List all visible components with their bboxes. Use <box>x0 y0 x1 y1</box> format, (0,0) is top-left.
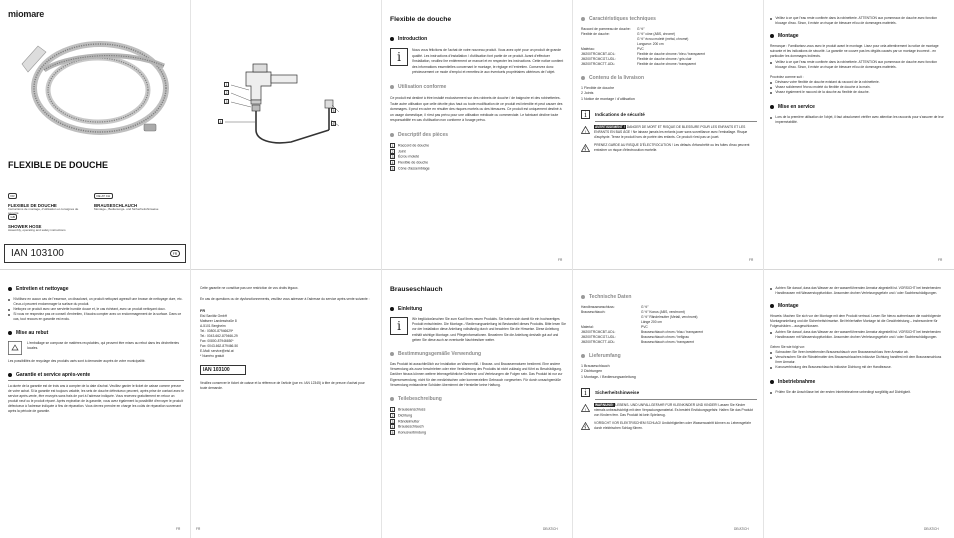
section-heading: Bestimmungsgemäße Verwendung <box>390 351 566 357</box>
table-row: JM200TRCMCBT-UDL: Flexible de douche chrome / bleu / transparent <box>581 52 705 56</box>
table-row: G ½" écrou moleté (métal, chromé) <box>637 37 689 41</box>
section-heading: Mise au rebut <box>8 330 184 336</box>
bullet-dot-icon <box>770 380 774 384</box>
table-row: Longueur: 200 cm <box>637 42 664 46</box>
receipt-text: Veuillez conserver le ticket de caisse et la référence de l'article (par ex. IAN 12345) à titre de preuve d'achat pour toute demande. <box>200 381 365 390</box>
list-item: 1 Raccord de douche <box>391 143 430 148</box>
use-text: Ce produit est destiné à être installé exclusivement sur des robinets de douche / de baignoire et des robinetteries. Toute autre utilisation que celle décrite plus haut ou toute modification de ce produit est interdite et peut causer des dommages. Il peut en outre en résulter des risques mortels ou des blessures. Ce produit est uniquement destiné à un usage domestique, il n'est pas prévu pour une utilisation médicale ou commerciale. Le fabricant décline toute responsabilité en cas d'utilisation non conforme à l'usage prévu. <box>390 95 563 123</box>
fr-intro-page <box>390 16 566 266</box>
divider <box>595 121 757 122</box>
bullet-dot-icon <box>581 295 585 299</box>
note-item: Veillez à ce que l'eau reste confinée dans la robinetterie. ATTENTION aux pommeaux de douche avec fonction blocage d'eau. Sinon, il existe un risque de blessure et/ou de dommages matériels. <box>770 60 946 70</box>
section-heading: Introduction <box>390 36 566 42</box>
note-item: Achten Sie darauf, dass das Wasser an der wasserführenden Armatur abgestellt ist. VORSICHT bei bestehenden Handbrausen mit Wasserstoppfunktion. Ansonsten drohen Verletzungsgefahr und / oder Sachbeschädigungen. <box>770 330 946 340</box>
recycle-icon <box>8 341 22 355</box>
horizontal-fold-line <box>0 269 954 270</box>
section-heading: Inbetriebnahme <box>770 379 946 385</box>
section-heading: Lieferumfang <box>581 353 757 359</box>
warranty-text: La durée de la garantie est de trois ans à compter de la date d'achat. Veuillez garder le ticket de caisse comme preuve de votre achat. Si la garantie est toujours valable, les sets de douche défectueux peuvent, après prise de contact avec le service après-vente, être envoyés sans frais de port à l'adresse indiquée. Vous recevrez gratuitement en retour un produit neuf ou le produit réparé. Après expiration de la garantie, vous avez également la possibilité d'envoyer le produit défectueux à l'adresse indiquée à fins de réparation. Vous devrez prendre en charge les coûts de réparation survenant après la période de garantie. <box>8 383 184 413</box>
table-row: Handbrauseanschluss: G ½" <box>581 305 649 309</box>
bullet-dot-icon <box>390 307 394 311</box>
section-heading: Contenu de la livraison <box>581 75 757 81</box>
assembly-diagram <box>211 60 361 160</box>
section-heading: Garantie et service après-vente <box>8 372 184 378</box>
intro-text: Wir beglückwünschen Sie zum Kauf Ihres neuen Produkts. Sie haben sich damit für ein hochwertiges Produkt entschieden. Die Montage- / Bedienungsanleitung ist Bestandteil dieses Produkts. Bitte lesen Sie vor der Installation diese Anleitung vollständig durch und beachten Sie die Hinweise. Diese Anleitung enthält wichtige Montage- und Pflegeinformationen. Bewahren Sie die Anleitung deshalb gut auf und geben Sie diese auch an eventuelle Nachbesitzer weiter. <box>412 317 566 342</box>
lang-description: Assembly, operating and safety instructions <box>8 228 66 232</box>
lang-description: Instructions de montage, d'utilisation et consignes de sécurité <box>8 207 79 215</box>
lang-code-badge: DE AT CH <box>94 193 113 199</box>
bullet-dot-icon <box>8 287 12 291</box>
list-item: N'utilisez en aucun cas de l'essence, un dissolvant, un produit nettoyant agressif une brosse de nettoyage dure, etc. Ceux-ci peuvent endommager la surface du produit. <box>8 297 184 307</box>
bullet-dot-icon <box>8 331 12 335</box>
list-item: Nettoyez ce produit avec une serviette humide douce et, le cas échéant, avec un produit nettoyant doux. <box>8 307 184 312</box>
de-intro-page <box>390 286 566 526</box>
parts-list <box>390 143 566 172</box>
legal-text: Cette garantie ne constitue pas une restriction de vos droits légaux. <box>200 286 299 290</box>
safety-heading: Sicherheitshinweise <box>595 389 640 395</box>
service-address <box>200 314 372 359</box>
electric-warning-icon <box>581 422 590 430</box>
warning-text: PRENEZ GARDE AU RISQUE D'ÉLECTROCUTION ! Les défauts d'étanchéité ou les fuites d'eau peuvent entraîner un risque d'électrocution mortelle. <box>594 143 750 153</box>
content-list <box>581 364 757 380</box>
table-row: Matériau: PVC <box>581 47 644 51</box>
ian-number: IAN 103100 <box>11 248 64 259</box>
safety-info-icon: i <box>581 388 590 397</box>
page-number: FR <box>749 258 754 262</box>
content-list <box>581 86 757 102</box>
specs-table <box>581 305 757 345</box>
diagram-label-1: 1 <box>225 83 228 87</box>
page-heading: Flexible de douche <box>390 16 452 23</box>
address-line: E-Mail: service@eisl.at <box>200 349 234 353</box>
service-text: Lors de la première utilisation de l'objet, il faut absolument vérifier avec attention les raccords pour s'assurer de leur imperméabilité. <box>770 115 946 125</box>
parts-list <box>390 407 566 436</box>
safety-heading: Indications de sécurité <box>595 111 645 117</box>
waste-text: L'emballage se compose de matières recyclables, qui peuvent être mises au rebut dans les déchetteries locales. <box>27 341 180 350</box>
table-row: JM200TRCMCTT-UDL: Brauseschlauch chrom / transparent <box>581 340 694 344</box>
list-item: 1 Montage- / Bedienungsanleitung <box>581 374 636 379</box>
bullet-dot-icon <box>770 34 774 38</box>
list-item: 5 Cône d'assemblage <box>391 166 430 171</box>
section-heading: Utilisation conforme <box>390 84 566 90</box>
page-number: DE/AT/CH <box>543 527 558 531</box>
table-row: Material: PVC <box>581 325 648 329</box>
section-heading: Descriptif des pièces <box>390 132 566 138</box>
address-line: Tel.: 0043-662-879466-29 <box>200 334 238 338</box>
bullet-dot-icon <box>390 352 394 356</box>
step-item: Schrauben Sie Ihren bestehenden Brauseschlauch vom Brauseanschluss Ihrer Armatur ab. <box>770 350 946 355</box>
procedure-text: Gehen Sie wie folgt vor: <box>770 345 806 349</box>
address-line: Tel.: 00800-87946629* <box>200 329 234 333</box>
de-montage-page <box>770 286 946 526</box>
list-item: 4 Brauseschlauch <box>391 424 424 430</box>
address-line: * Numéro gratuit <box>200 354 225 358</box>
use-text: Das Produkt ist ausschließlich zur Installation an Wannenfüll- / Brause- und Brausearmaturen bestimmt. Eine andere Verwendung als zuvor beschrieben oder eine Veränderung des Produkts ist nicht zulässig und führt zu Beschädigung. Darüber hinaus können weitere lebensgefährliche Gefahren und Verletzungen die Folgen sein. Das Produkt ist nur zur Eigenverwendung, nicht für den medizinischen oder kommerziellen Gebrauch vorgesehen. Für durch unsachgemäße Verwendung entstandene Schäden übernimmt der Hersteller keine Haftung. <box>390 362 563 387</box>
ian-box <box>4 244 186 263</box>
table-row: JM200TRCMCTT-UDL: Flexible de douche chrome / transparent <box>581 62 697 66</box>
page-number: FR <box>196 527 201 531</box>
remark-text: Hinweis: Machen Sie sich vor der Montage mit dem Produkt vertraut. Lesen Sie hierzu aufmerksam die nachfolgende Montageanleitung und die Sicherheitshinweise. Bei fehlerhafter Montage ist die Gewährleistung – insbesondere für Folgeschäden – ausgeschlossen. <box>770 314 941 328</box>
section-heading: Caractéristiques techniques <box>581 16 757 22</box>
waste-text-2: Les possibilités de recyclage des produits usés sont à demander auprès de votre municipalité. <box>8 359 146 363</box>
warning-triangle-icon <box>581 126 590 134</box>
lang-block-gb <box>8 205 128 233</box>
svg-text:!: ! <box>584 129 587 135</box>
list-item: 2 Joints <box>581 91 594 96</box>
step-item: Vissez également le raccord de la douche au flexible de douche. <box>770 90 946 95</box>
table-row: Brauseschlauch: G ½" Konus (ABS, verchromt) <box>581 310 685 314</box>
table-row: JM200TRCMCGT-UDL: Brauseschlauch chrom / hellgrau <box>581 335 690 339</box>
de-specs-page <box>581 286 757 526</box>
country-label: FR <box>200 309 206 313</box>
warning-text: VORSICHT VOR ELEKTRISCHEM SCHLAG! Undichtigkeiten oder Wasseraustritt können zu Lebensgefahr durch elektrischen Schlag führen. <box>594 421 752 431</box>
vertical-fold-line <box>763 0 764 538</box>
lang-description: Montage-, Bedienungs- und Sicherheitshinweise <box>94 207 159 211</box>
section-heading: Montage <box>770 303 946 309</box>
intro-text: Nous vous félicitons de l'achat de votre nouveau produit. Vous avez opté pour un produit de grande qualité. Les instructions d'installation / d'utilisation font partie de ce produit. Avant d'effectuer l'installation, veuillez lire entièrement ce manuel et en respecter les instructions. Cette notice contient des informations essentielles concernant le montage, le réglage et l'entretien. Conservez donc précieusement ce mode d'emploi et remettez-le aux éventuels propriétaires ultérieurs de l'objet. <box>412 48 564 75</box>
page-number: FR <box>558 258 563 262</box>
ian-number: IAN 103100 <box>203 367 230 373</box>
step-item: Vissez solidement l'écrou moleté du flexible de douche à la main. <box>770 85 946 90</box>
section-heading: Entretien et nettoyage <box>8 286 184 292</box>
step-item: Dévissez votre flexible de douche existant du raccord de la robinetterie. <box>770 80 946 85</box>
fr-contact-page <box>200 286 372 526</box>
section-heading: Mise en service <box>770 104 946 110</box>
address-line: Mattseer Landesstraße 8 <box>200 319 237 323</box>
bullet-dot-icon <box>770 105 774 109</box>
section-heading: Teilebeschreibung <box>390 396 566 402</box>
safety-info-icon: i <box>581 110 590 119</box>
contact-intro: En cas de questions ou de dysfonctionnements, veuillez vous adresser à l'adresse du service après-vente suivante : <box>200 297 370 301</box>
bullet-dot-icon <box>390 397 394 401</box>
diagram-label-4: 4 <box>219 120 222 124</box>
table-row: Länge 200 cm <box>641 320 662 324</box>
vertical-fold-line <box>381 0 382 538</box>
list-item: 2 Joint <box>391 149 406 154</box>
fr-montage-page <box>770 16 946 266</box>
page-heading: Brauseschlauch <box>390 286 443 293</box>
list-item: 3 Écrou moleté <box>391 154 420 160</box>
country-badge: FR <box>170 250 180 257</box>
svg-text:!: ! <box>584 407 587 413</box>
section-heading: Montage <box>770 33 946 39</box>
note-item: Veillez à ce que l'eau reste confinée dans la robinetterie. ATTENTION aux pommeaux de douche avec fonction blocage d'eau. Sinon, il existe un risque de blessure et/ou de dommages matériels. <box>770 16 946 26</box>
divider <box>595 399 757 400</box>
ian-box <box>200 365 246 375</box>
procedure-text: Procédez comme suit : <box>770 75 804 79</box>
bullet-dot-icon <box>390 37 394 41</box>
bullet-dot-icon <box>390 133 394 137</box>
fr-care-page <box>8 286 184 526</box>
lang-product-name: BRAUSESCHLAUCH <box>94 203 138 208</box>
specs-table <box>581 27 757 67</box>
bullet-dot-icon <box>581 354 585 358</box>
vertical-fold-line <box>572 0 573 538</box>
lang-product-name: FLEXIBLE DE DOUCHE <box>8 203 57 208</box>
list-item: Si vous ne respectez pas ce conseil d'entretien, il faudra compter avec un endommagement de la surface. Dans ce cas, tout recours en garantie est exclu. <box>8 312 184 322</box>
address-line: Fax: 0043-662-879466-50 <box>200 344 239 348</box>
table-row: JM200TRCMCGT-UDL: Flexible de douche chrome / gris clair <box>581 57 692 61</box>
list-item: 1 Flexible de douche <box>581 86 615 90</box>
bullet-dot-icon <box>8 373 12 377</box>
bullet-dot-icon <box>581 76 585 80</box>
page-number: DE/AT/CH <box>734 527 749 531</box>
list-item: 1 Notice de montage / d'utilisation <box>581 96 635 101</box>
page-number: DE/AT/CH <box>924 527 939 531</box>
diagram-label-3: 3 <box>225 100 228 104</box>
list-item: 4 Flexible de douche <box>391 160 429 166</box>
list-item: 1 Brauseanschluss <box>391 407 426 413</box>
section-heading: Einleitung <box>390 306 566 312</box>
address-line: Fax: 00800-87946650* <box>200 339 234 343</box>
note-item: Achten Sie darauf, dass das Wasser an der wasserführenden Armatur abgestellt ist. VORSICHT bei bestehenden Handbrausen mit Wasserstoppfunktion. Ansonsten drohen Verletzungsgefahr und / oder Sachbeschädigungen. <box>770 286 946 296</box>
brand-logo: miomare <box>8 9 45 19</box>
list-item: 3 Rändelmutter <box>391 418 420 424</box>
warning-triangle-icon <box>581 404 590 412</box>
table-row: Flexible de douche: G ½" cône (ABS, chromé) <box>581 32 675 36</box>
cover-page <box>0 0 190 269</box>
lang-product-name: SHOWER HOSE <box>8 224 42 229</box>
table-row: JM200TRCMCBT-UDL: Brauseschlauch chrom / blau / transparent <box>581 330 703 334</box>
table-row: Raccord de pommeau de douche: G ½" <box>581 27 645 31</box>
fr-specs-page <box>581 16 757 266</box>
section-heading: Technische Daten <box>581 294 757 300</box>
list-item: 2 Dichtung <box>391 413 413 418</box>
list-item: 5 Konusverbindung <box>391 430 426 436</box>
bullet-dot-icon <box>770 304 774 308</box>
step-item: Verschrauben Sie die Rändelmutter des Brauseschlauches inklusive Dichtung handfest mit dem Brauseanschluss Ihrer Armatur. <box>770 355 946 365</box>
info-icon: i <box>390 317 408 335</box>
address-line: Eisl Sanitär GmbH <box>200 314 228 318</box>
warning-text: AVERTISSEMENT ! DANGER DE MORT ET RISQUE DE BLESSURE POUR LES ENFANTS ET LES ENFANTS EN BAS ÂGE ! Ne laissez jamais les enfants jouer sans surveillance avec l'emballage. Risque d'asphyxie. Tenez le produit hors de portée des enfants. Ce produit n'est pas un jouet. <box>594 125 748 140</box>
warning-text: WARNUNG! LEBENS- UND UNFALLGEFAHR FÜR KLEINKINDER UND KINDER! Lassen Sie Kinder niemals unbeaufsichtigt mit dem Verpackungsmaterial. Es besteht Erstickungsgefahr. Halten Sie das Produkt von Kindern fern. Das Produkt ist kein Spielzeug. <box>594 403 753 418</box>
list-item: 1 Brauseschlauch <box>581 364 610 368</box>
diagram-label-6: 6 <box>332 122 335 126</box>
electric-warning-icon <box>581 144 590 152</box>
lang-code-badge: FR <box>8 193 17 199</box>
diagram-label-2: 2 <box>225 91 228 95</box>
list-item: 2 Dichtungen <box>581 369 603 374</box>
service-text: Prüfen Sie die Anschlüsse bei der ersten Inbetriebnahme unbedingt sorgfältig auf Dichtigkeit. <box>770 390 946 395</box>
care-list <box>8 297 184 322</box>
remark-text: Remarque : Familiarisez-vous avec le produit avant le montage. Lisez pour cela attentivement la notice de montage suivante et les indications de sécurité. La garantie ne couvre pas les dégâts causés par un montage incorrect - en particulier les dommages indirects. <box>770 44 939 58</box>
bullet-dot-icon <box>581 17 585 21</box>
cover-title: FLEXIBLE DE DOUCHE <box>8 160 109 170</box>
divider <box>8 380 184 381</box>
bullet-dot-icon <box>390 85 394 89</box>
page-number: FR <box>176 527 181 531</box>
step-item: Konusverbindung des Brauseschlauchs inklusive Dichtung mit der Handbrause. <box>770 365 946 370</box>
lang-code-badge: GB <box>8 214 17 220</box>
info-icon: i <box>390 48 408 66</box>
page-number: FR <box>938 258 943 262</box>
diagram-page <box>191 0 381 269</box>
diagram-label-5: 5 <box>332 109 335 113</box>
address-line: A-5101 Bergheim <box>200 324 226 328</box>
shower-hose-image <box>4 26 186 146</box>
table-row: G ½" Rändelmutter (Metall, verchromt) <box>641 315 698 319</box>
